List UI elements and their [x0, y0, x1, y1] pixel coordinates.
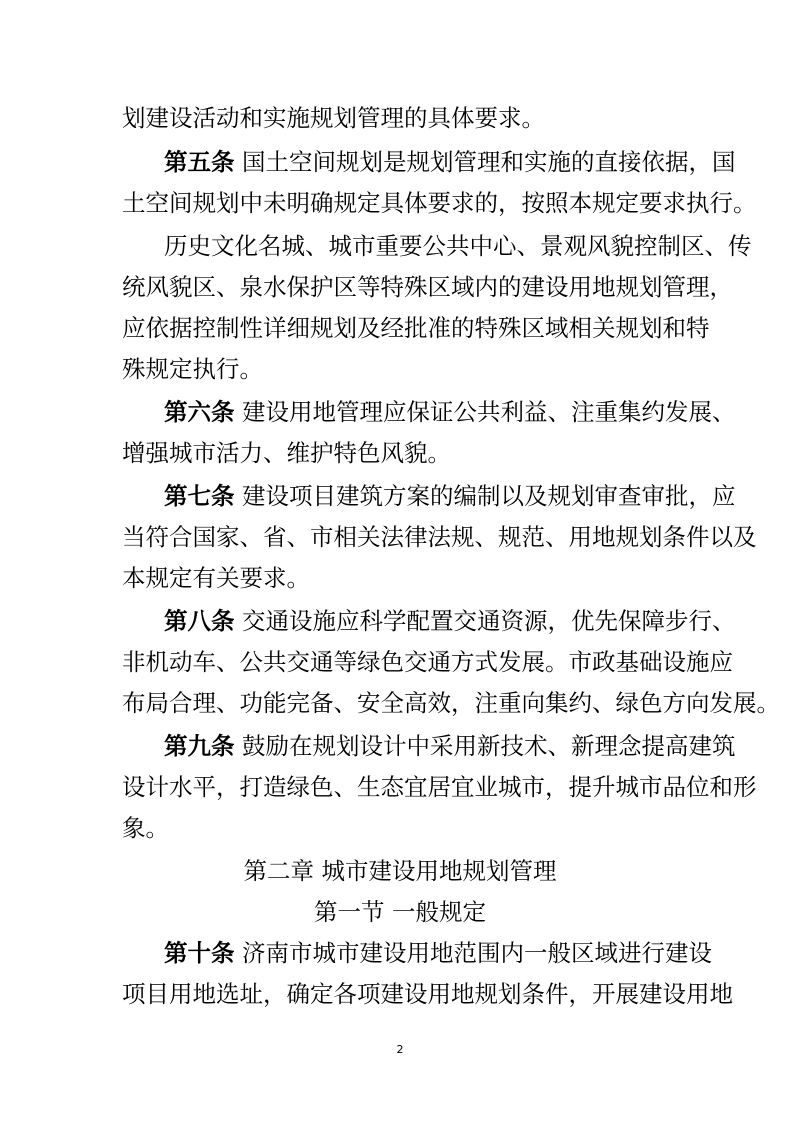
text-line: 殊规定执行。	[122, 355, 263, 383]
text-line	[164, 397, 735, 427]
text-line	[164, 731, 735, 761]
text-span: 建设用地管理应保证公共利益、注重集约发展、	[234, 398, 736, 426]
article-label: 第五条	[164, 148, 235, 176]
text-span: 济南市城市建设用地范围内一般区域进行建设	[234, 939, 712, 967]
text-span: 建设项目建筑方案的编制以及规划审查审批，应	[234, 482, 736, 510]
chapter-heading: 第二章 城市建设用地规划管理	[243, 857, 557, 885]
article-label: 第十条	[164, 939, 235, 967]
text-line: 增强城市活力、维护特色风貌。	[122, 439, 451, 467]
text-line	[164, 938, 712, 968]
text-line: 本规定有关要求。	[122, 564, 310, 592]
text-line	[164, 481, 735, 511]
article-label: 第八条	[164, 607, 235, 635]
text-line: 划建设活动和实施规划管理的具体要求。	[122, 104, 545, 132]
section-heading: 第一节 一般规定	[314, 898, 486, 926]
text-line: 非机动车、公共交通等绿色交通方式发展。市政基础设施应	[122, 648, 733, 676]
text-line: 象。	[122, 814, 169, 842]
text-span: 国土空间规划是规划管理和实施的直接依据，国	[234, 148, 736, 176]
text-line: 历史文化名城、城市重要公共中心、景观风貌控制区、传	[164, 232, 752, 260]
article-label: 第六条	[164, 398, 235, 426]
text-span: 鼓励在规划设计中采用新技术、新理念提高建筑	[234, 732, 736, 760]
text-line	[164, 147, 735, 177]
text-line: 布局合理、功能完备、安全高效，注重向集约、绿色方向发展。	[122, 689, 780, 717]
page-number: 2	[396, 1043, 404, 1056]
article-label: 第九条	[164, 732, 235, 760]
text-line: 项目用地选址，确定各项建设用地规划条件，开展建设用地	[122, 980, 733, 1008]
text-span: 交通设施应科学配置交通资源，优先保障步行、	[234, 607, 736, 635]
text-line	[164, 606, 735, 636]
text-line: 应依据控制性详细规划及经批准的特殊区域相关规划和特	[122, 314, 710, 342]
text-line: 设计水平，打造绿色、生态宜居宜业城市，提升城市品位和形	[122, 773, 757, 801]
text-line: 当符合国家、省、市相关法律法规、规范、用地规划条件以及	[122, 523, 757, 551]
text-line: 土空间规划中未明确规定具体要求的，按照本规定要求执行。	[122, 189, 757, 217]
article-label: 第七条	[164, 482, 235, 510]
text-line: 统风貌区、泉水保护区等特殊区域内的建设用地规划管理，	[122, 273, 733, 301]
